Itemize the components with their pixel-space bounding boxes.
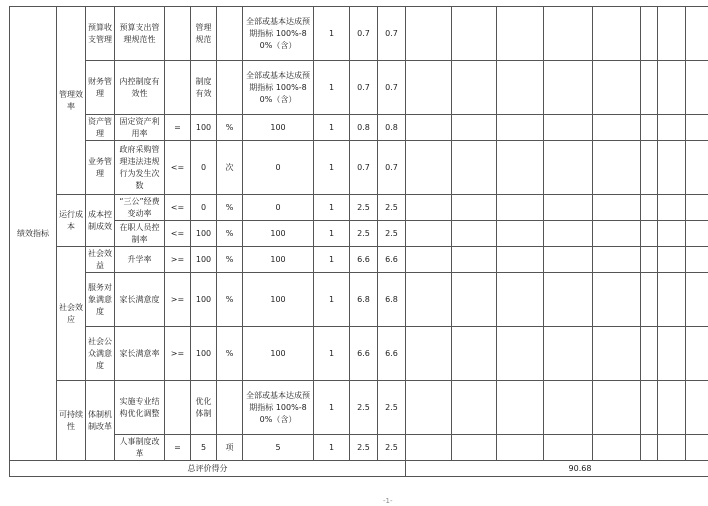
score-actual: 0.7 [378, 7, 406, 61]
standard: 100 [243, 115, 314, 141]
score: 0.7 [350, 7, 378, 61]
weight: 1 [314, 247, 350, 273]
subcategory-cell: 运行成本 [57, 195, 86, 247]
table-row [10, 221, 708, 247]
standard: 0 [243, 195, 314, 221]
subcategory-cell: 可持续性 [57, 381, 86, 461]
weight: 1 [314, 61, 350, 115]
performance-table [9, 6, 708, 477]
score: 0.8 [350, 115, 378, 141]
score-actual: 0.8 [378, 115, 406, 141]
page-number: -1- [383, 497, 393, 505]
indicator-level3: 社会公众满意度 [86, 327, 115, 381]
score: 2.5 [350, 381, 378, 435]
score: 6.6 [350, 327, 378, 381]
operator: = [165, 115, 191, 141]
operator: >= [165, 247, 191, 273]
table-row [10, 381, 708, 435]
standard: 0 [243, 141, 314, 195]
unit: % [217, 195, 243, 221]
weight: 1 [314, 195, 350, 221]
score-actual: 6.6 [378, 327, 406, 381]
table-row [10, 115, 708, 141]
indicator-name: 家长满意度 [115, 273, 165, 327]
target-value: 100 [191, 221, 217, 247]
table-row [10, 195, 708, 221]
unit: % [217, 115, 243, 141]
weight: 1 [314, 115, 350, 141]
target-value: 优化体制 [191, 381, 217, 435]
score-actual: 2.5 [378, 435, 406, 461]
score: 6.8 [350, 273, 378, 327]
standard: 100 [243, 273, 314, 327]
indicator-name: 实施专业结构优化调整 [115, 381, 165, 435]
unit: % [217, 247, 243, 273]
standard: 全部或基本达成预期指标 100%-80%（含） [243, 7, 314, 61]
score-actual: 0.7 [378, 61, 406, 115]
indicator-level3: 体制机制改革 [86, 381, 115, 461]
score: 2.5 [350, 195, 378, 221]
indicator-level3: 社会效益 [86, 247, 115, 273]
unit: 项 [217, 435, 243, 461]
operator [165, 7, 191, 61]
operator: <= [165, 221, 191, 247]
unit: % [217, 273, 243, 327]
standard: 100 [243, 327, 314, 381]
target-value: 0 [191, 195, 217, 221]
operator [165, 61, 191, 115]
operator: <= [165, 141, 191, 195]
score: 2.5 [350, 221, 378, 247]
table-row [10, 141, 708, 195]
score-actual: 0.7 [378, 141, 406, 195]
unit [217, 381, 243, 435]
standard: 全部或基本达成预期指标 100%-80%（含） [243, 61, 314, 115]
operator: >= [165, 327, 191, 381]
table-row [10, 273, 708, 327]
weight: 1 [314, 273, 350, 327]
weight: 1 [314, 221, 350, 247]
indicator-name: 政府采购管理违法违规行为发生次数 [115, 141, 165, 195]
standard: 100 [243, 247, 314, 273]
indicator-level3: 成本控制成效 [86, 195, 115, 247]
subcategory-cell: 管理效率 [57, 7, 86, 195]
score: 0.7 [350, 141, 378, 195]
indicator-name: 升学率 [115, 247, 165, 273]
indicator-level3: 财务管理 [86, 61, 115, 115]
subcategory-cell: 社会效应 [57, 247, 86, 381]
target-value: 制度有效 [191, 61, 217, 115]
operator: <= [165, 195, 191, 221]
target-value: 0 [191, 141, 217, 195]
indicator-name: “三公”经费变动率 [115, 195, 165, 221]
indicator-name: 家长满意率 [115, 327, 165, 381]
indicator-name: 人事制度改革 [115, 435, 165, 461]
indicator-name: 固定资产利用率 [115, 115, 165, 141]
score: 6.6 [350, 247, 378, 273]
operator: = [165, 435, 191, 461]
table-row [10, 435, 708, 461]
table-row [10, 247, 708, 273]
weight: 1 [314, 327, 350, 381]
unit: % [217, 221, 243, 247]
score-actual: 2.5 [378, 381, 406, 435]
score-actual: 2.5 [378, 195, 406, 221]
total-label: 总评价得分 [10, 461, 406, 477]
indicator-name: 内控制度有效性 [115, 61, 165, 115]
score-actual: 2.5 [378, 221, 406, 247]
target-value: 100 [191, 247, 217, 273]
total-row [10, 461, 708, 477]
category-cell: 绩效指标 [10, 7, 57, 461]
unit [217, 61, 243, 115]
standard: 5 [243, 435, 314, 461]
unit: % [217, 327, 243, 381]
weight: 1 [314, 381, 350, 435]
target-value: 100 [191, 327, 217, 381]
target-value: 100 [191, 115, 217, 141]
weight: 1 [314, 141, 350, 195]
table-row [10, 61, 708, 115]
indicator-name: 在职人员控制率 [115, 221, 165, 247]
score: 2.5 [350, 435, 378, 461]
target-value: 管理规范 [191, 7, 217, 61]
unit [217, 7, 243, 61]
target-value: 5 [191, 435, 217, 461]
table-row [10, 7, 708, 61]
indicator-level3: 业务管理 [86, 141, 115, 195]
standard: 全部或基本达成预期指标 100%-80%（含） [243, 381, 314, 435]
total-score: 90.68 [406, 461, 708, 477]
score-actual: 6.8 [378, 273, 406, 327]
weight: 1 [314, 435, 350, 461]
indicator-name: 预算支出管理规范性 [115, 7, 165, 61]
unit: 次 [217, 141, 243, 195]
operator [165, 381, 191, 435]
score-actual: 6.6 [378, 247, 406, 273]
indicator-level3: 预算收支管理 [86, 7, 115, 61]
table-row [10, 327, 708, 381]
indicator-level3: 服务对象满意度 [86, 273, 115, 327]
target-value: 100 [191, 273, 217, 327]
score: 0.7 [350, 61, 378, 115]
operator: >= [165, 273, 191, 327]
weight: 1 [314, 7, 350, 61]
indicator-level3: 资产管理 [86, 115, 115, 141]
standard: 100 [243, 221, 314, 247]
